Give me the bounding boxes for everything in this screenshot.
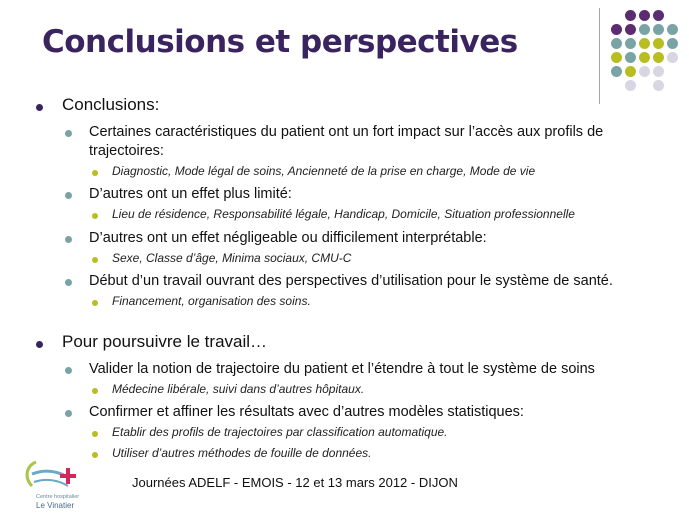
- decorative-dot: [639, 52, 650, 63]
- decorative-dot: [611, 66, 622, 77]
- bullet-icon: [92, 213, 98, 219]
- decorative-dot: [625, 66, 636, 77]
- sub-list-item: Médecine libérale, suivi dans d’autres hôpitaux.: [112, 382, 365, 396]
- decorative-dot: [625, 24, 636, 35]
- bullet-icon: [36, 341, 43, 348]
- section-heading-perspectives: Pour poursuivre le travail…: [62, 332, 268, 351]
- decorative-dot: [639, 66, 650, 77]
- bullet-icon: [92, 170, 98, 176]
- bullet-icon: [92, 300, 98, 306]
- slide-footer: Journées ADELF - EMOIS - 12 et 13 mars 2012 - DIJON: [132, 475, 458, 490]
- decorative-dot: [639, 10, 650, 21]
- list-item: D’autres ont un effet négligeable ou difficilement interprétable:: [89, 230, 487, 246]
- sub-list-item: Financement, organisation des soins.: [112, 294, 311, 308]
- list-item: Valider la notion de trajectoire du patient et l’étendre à tout le système de soins: [89, 361, 595, 377]
- list-item: Confirmer et affiner les résultats avec d’autres modèles statistiques:: [89, 404, 524, 420]
- bullet-icon: [65, 367, 72, 374]
- list-item: Certaines caractéristiques du patient ont un fort impact sur l’accès aux profils de trajectoires:: [89, 124, 604, 159]
- logo-text-line2: Le Vinatier: [36, 501, 75, 510]
- title-divider-line: [599, 8, 600, 104]
- bullet-icon: [65, 410, 72, 417]
- decorative-dot: [611, 24, 622, 35]
- bullet-icon: [92, 388, 98, 394]
- sub-list-item: Sexe, Classe d’âge, Minima sociaux, CMU-C: [112, 251, 352, 265]
- sub-list-item: Utiliser d’autres méthodes de fouille de données.: [112, 446, 372, 460]
- logo-text-line1: Centre hospitalier: [36, 494, 80, 500]
- decorative-dot: [667, 24, 678, 35]
- bullet-icon: [65, 130, 72, 137]
- decorative-dot: [625, 80, 636, 91]
- decorative-dot: [667, 52, 678, 63]
- decorative-dot: [653, 52, 664, 63]
- bullet-icon: [92, 452, 98, 458]
- sub-list-item: Etablir des profils de trajectoires par classification automatique.: [112, 425, 448, 439]
- list-item: D’autres ont un effet plus limité:: [89, 186, 292, 202]
- list-item: Début d’un travail ouvrant des perspectives d’utilisation pour le système de santé.: [89, 273, 613, 289]
- decorative-dot: [625, 52, 636, 63]
- sub-list-item: Lieu de résidence, Responsabilité légale, Handicap, Domicile, Situation professionnelle: [112, 207, 575, 221]
- bullet-icon: [92, 257, 98, 263]
- bullet-icon: [92, 431, 98, 437]
- decorative-dot: [653, 66, 664, 77]
- bullet-icon: [65, 192, 72, 199]
- decorative-dot: [625, 10, 636, 21]
- decorative-dot: [611, 52, 622, 63]
- decorative-dot: [653, 38, 664, 49]
- section-heading-conclusions: Conclusions:: [62, 95, 160, 114]
- bullet-icon: [65, 279, 72, 286]
- decorative-dot: [639, 38, 650, 49]
- decorative-dot: [639, 24, 650, 35]
- sub-list-item: Diagnostic, Mode légal de soins, Ancienneté de la prise en charge, Mode de vie: [112, 164, 536, 178]
- bullet-icon: [65, 236, 72, 243]
- decorative-dot: [653, 80, 664, 91]
- decorative-dot: [653, 24, 664, 35]
- slide-title: Conclusions et perspectives: [42, 24, 518, 60]
- decorative-dot: [625, 38, 636, 49]
- decorative-dot: [667, 38, 678, 49]
- decorative-dot: [611, 38, 622, 49]
- bullet-icon: [36, 104, 43, 111]
- decorative-dot: [653, 10, 664, 21]
